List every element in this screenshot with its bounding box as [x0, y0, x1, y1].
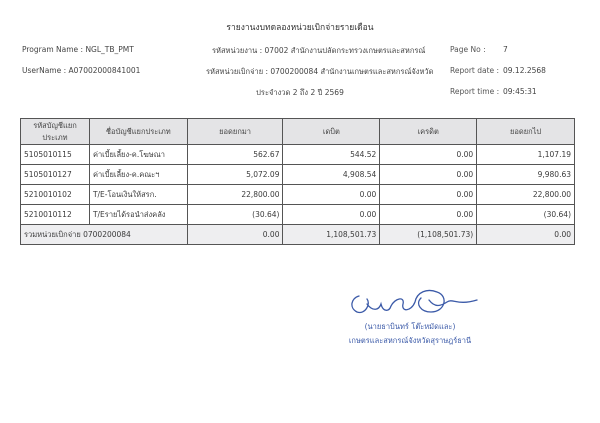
carried-forward: 1,107.19	[477, 145, 575, 165]
signature-mark	[345, 282, 480, 320]
carried-forward: (30.64)	[477, 205, 575, 225]
signature-stroke	[352, 290, 477, 312]
header-carried-forward: ยอดยกไป	[477, 119, 575, 145]
disbursing-unit-code: รหัสหน่วยเบิกจ่าย : 0700200084 สำนักงานเกษตรและสหกรณ์จังหวัด	[206, 67, 434, 76]
table-row	[21, 205, 575, 225]
total-debit: 1,108,501.73	[283, 225, 380, 245]
table-total-row	[21, 225, 575, 245]
debit: 544.52	[283, 145, 380, 165]
signatory-name: (นายธาบินทร์ โต๊ะหมัดและ)	[364, 322, 456, 331]
header-account-code: รหัสบัญชีแยกประเภท	[21, 119, 90, 145]
brought-forward: 5,072.09	[187, 165, 283, 185]
header-debit: เดบิต	[283, 119, 380, 145]
debit: 0.00	[283, 205, 380, 225]
report-date-label: Report date :	[450, 66, 500, 75]
account-code: 5210010102	[21, 185, 90, 205]
program-name: Program Name : NGL_TB_PMT	[22, 45, 134, 54]
report-period: ประจำงวด 2 ถึง 2 ปี 2569	[256, 88, 344, 97]
total-credit: (1,108,501.73)	[380, 225, 477, 245]
account-code: 5105010115	[21, 145, 90, 165]
report-title: รายงานงบทดลองหน่วยเบิกจ่ายรายเดือน	[226, 23, 374, 33]
agency-code: รหัสหน่วยงาน : 07002 สำนักงานปลัดกระทรวงเกษตรและสหกรณ์	[212, 46, 426, 55]
table-row	[21, 185, 575, 205]
report-time-value: 09:45:31	[503, 87, 537, 96]
page-no-value: 7	[503, 45, 508, 54]
account-code: 5210010112	[21, 205, 90, 225]
header-account-name: ชื่อบัญชีแยกประเภท	[89, 119, 187, 145]
account-code: 5105010127	[21, 165, 90, 185]
carried-forward: 22,800.00	[477, 185, 575, 205]
total-brought-forward: 0.00	[187, 225, 283, 245]
account-name: ค่าเบี้ยเลี้ยง-ค.คณะฯ	[89, 165, 187, 185]
header-brought-forward: ยอดยกมา	[187, 119, 283, 145]
table-row	[21, 165, 575, 185]
account-name: ค่าเบี้ยเลี้ยง-ค.โฆษณา	[89, 145, 187, 165]
credit: 0.00	[380, 205, 477, 225]
debit: 4,908.54	[283, 165, 380, 185]
debit: 0.00	[283, 185, 380, 205]
total-carried-forward: 0.00	[477, 225, 575, 245]
table-row	[21, 145, 575, 165]
report-time-label: Report time :	[450, 87, 500, 96]
total-label: รวมหน่วยเบิกจ่าย 0700200084	[21, 225, 188, 245]
brought-forward: 562.67	[187, 145, 283, 165]
account-name: T/Eรายได้รอนำส่งคลัง	[89, 205, 187, 225]
credit: 0.00	[380, 185, 477, 205]
report-date-value: 09.12.2568	[503, 66, 546, 75]
table-header-row	[21, 119, 575, 145]
header-credit: เครดิต	[380, 119, 477, 145]
carried-forward: 9,980.63	[477, 165, 575, 185]
trial-balance-table	[20, 118, 575, 245]
brought-forward: 22,800.00	[187, 185, 283, 205]
credit: 0.00	[380, 145, 477, 165]
account-name: T/E-โอนเงินให้สรก.	[89, 185, 187, 205]
page-no-label: Page No :	[450, 45, 486, 54]
brought-forward: (30.64)	[187, 205, 283, 225]
credit: 0.00	[380, 165, 477, 185]
username: UserName : A07002000841001	[22, 66, 141, 75]
signatory-organization: เกษตรและสหกรณ์จังหวัดสุราษฎร์ธานี	[348, 336, 472, 345]
